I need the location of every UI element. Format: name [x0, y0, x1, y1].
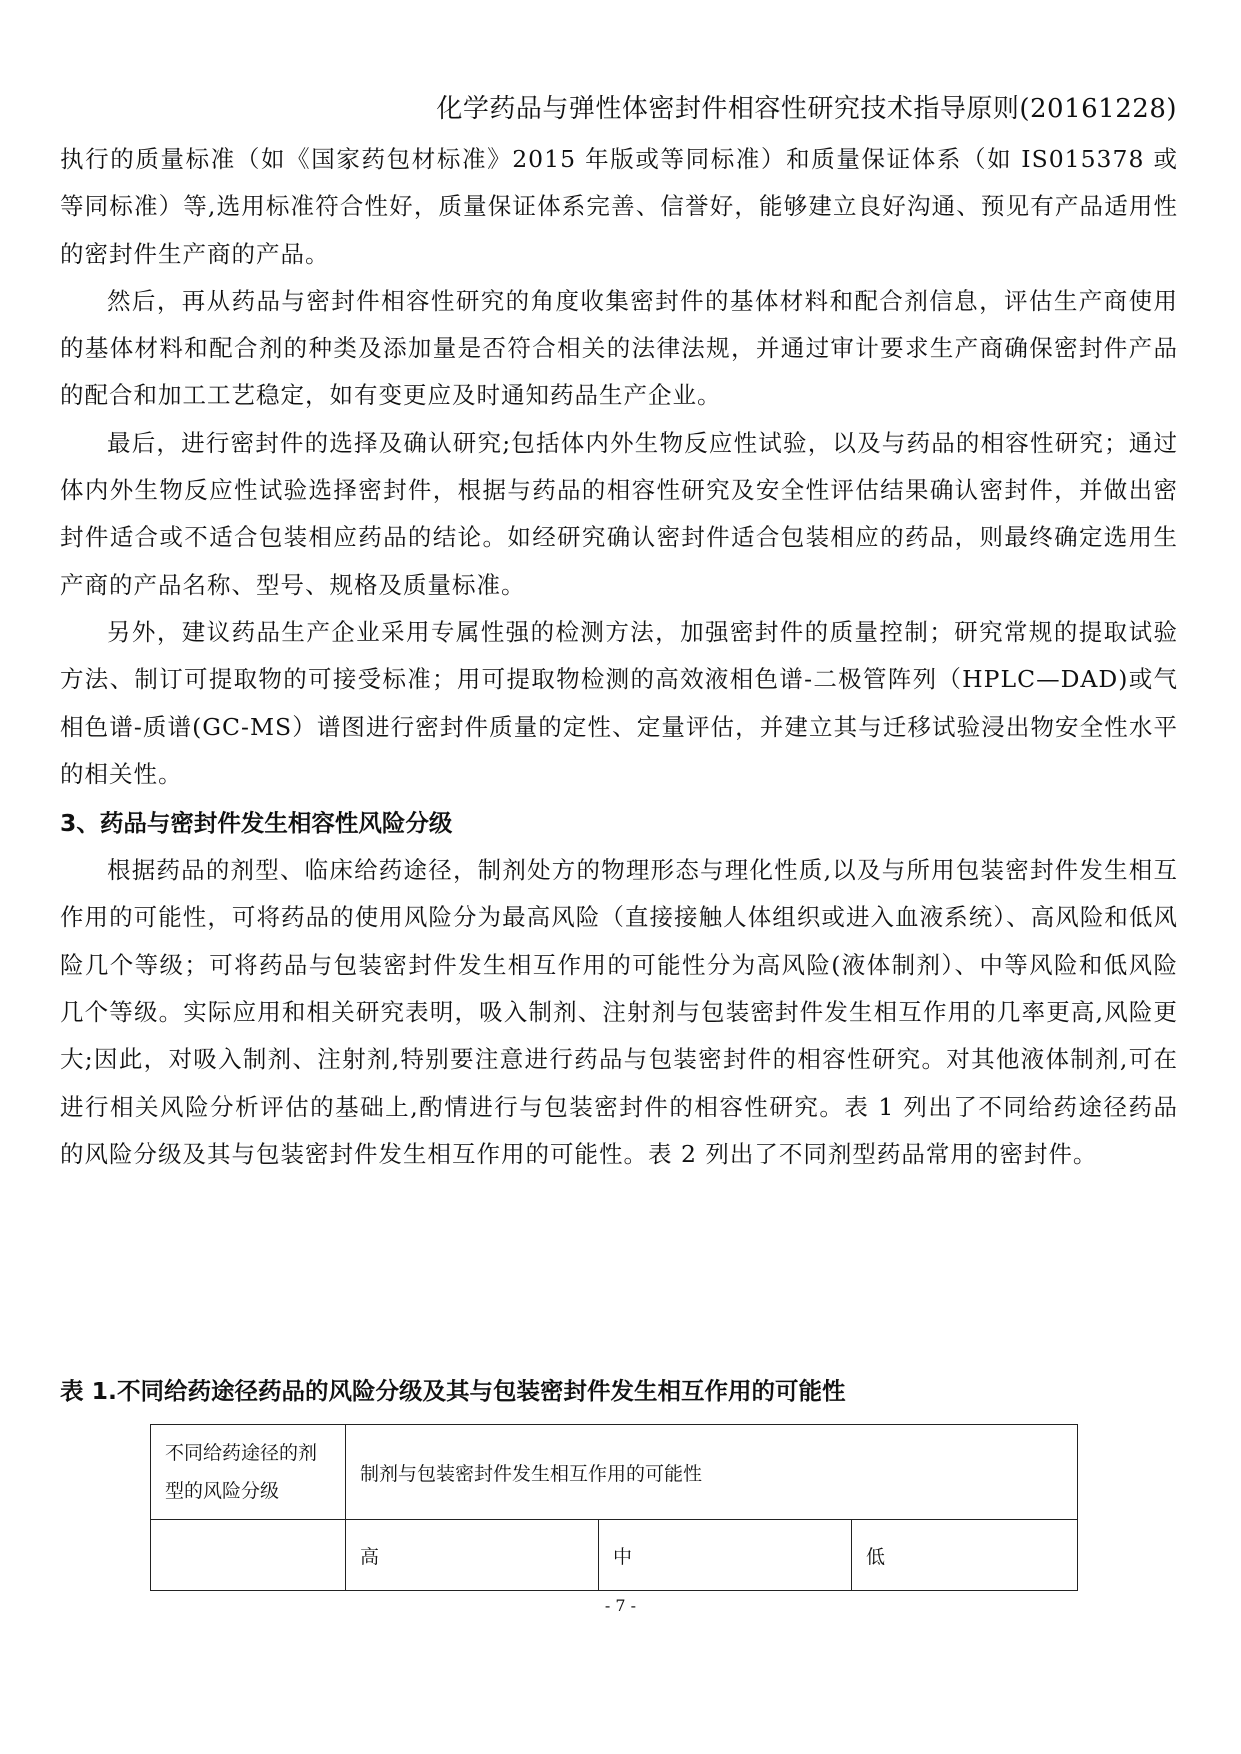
paragraph-quality-standard: 执行的质量标准（如《国家药包材标准》2015 年版或等同标准）和质量保证体系（如 IS015378 或等同标准）等,选用标准符合性好，质量保证体系完善、信誉好，能够建立良好沟通、预见有产品适用性的密封件生产商的产品。: [60, 145, 1178, 268]
table-merged-header-cell: 制剂与包装密封件发生相互作用的可能性: [346, 1425, 1078, 1520]
paragraph-finally: 最后，进行密封件的选择及确认研究;包括体内外生物反应性试验，以及与药品的相容性研究；通过体内外生物反应性试验选择密封件，根据与药品的相容性研究及安全性评估结果确认密封件，并做出密封件适合或不适合包装相应药品的结论。如经研究确认密封件适合包装相应的药品，则最终确定选用生产商的产品名称、型号、规格及质量标准。: [60, 428, 1178, 599]
document-body: [60, 136, 1178, 1178]
paragraph-then: 然后，再从药品与密封件相容性研究的角度收集密封件的基体材料和配合剂信息，评估生产商使用的基体材料和配合剂的种类及添加量是否符合相关的法律法规，并通过审计要求生产商确保密封件产品的配合和加工工艺稳定，如有变更应及时通知药品生产企业。: [60, 286, 1178, 410]
paragraph-additionally: 另外，建议药品生产企业采用专属性强的检测方法，加强密封件的质量控制；研究常规的提取试验方法、制订可提取物的可接受标准；用可提取物检测的高效液相色谱-二极管阵列（HPLC—DAD)或气相色谱-质谱(GC-MS）谱图进行密封件质量的定性、定量评估，并建立其与迁移试验浸出物安全性水平的相关性。: [60, 617, 1178, 788]
table-row: [151, 1520, 1078, 1591]
table-cell-medium: 中: [599, 1520, 852, 1591]
table-row: [151, 1425, 1078, 1520]
page-number: - 7 -: [604, 1596, 637, 1615]
section-heading: 3、药品与密封件发生相容性风险分级: [60, 809, 453, 838]
table-cell-low: 低: [852, 1520, 1078, 1591]
table-header-cell: 不同给药途径的剂型的风险分级: [151, 1425, 346, 1520]
table-title: 表 1.不同给药途径药品的风险分级及其与包装密封件发生相互作用的可能性: [60, 1377, 846, 1405]
table-cell-high: 高: [346, 1520, 599, 1591]
page-header: 化学药品与弹性体密封件相容性研究技术指导原则(20161228): [436, 94, 1177, 124]
risk-table: [150, 1424, 1078, 1591]
paragraph-risk-classification: 根据药品的剂型、临床给药途径，制剂处方的物理形态与理化性质,以及与所用包装密封件发生相互作用的可能性，可将药品的使用风险分为最高风险（直接接触人体组织或进入血液系统）、高风险和低风险几个等级；可将药品与包装密封件发生相互作用的可能性分为高风险(液体制剂）、中等风险和低风险几个等级。实际应用和相关研究表明，吸入制剂、注射剂与包装密封件发生相互作用的几率更高,风险更大;因此，对吸入制剂、注射剂,特别要注意进行药品与包装密封件的相容性研究。对其他液体制剂,可在进行相关风险分析评估的基础上,酌情进行与包装密封件的相容性研究。表 1 列出了不同给药途径药品的风险分级及其与包装密封件发生相互作用的可能性。表 2 列出了不同剂型药品常用的密封件。: [60, 856, 1178, 1168]
table-cell: [151, 1520, 346, 1591]
